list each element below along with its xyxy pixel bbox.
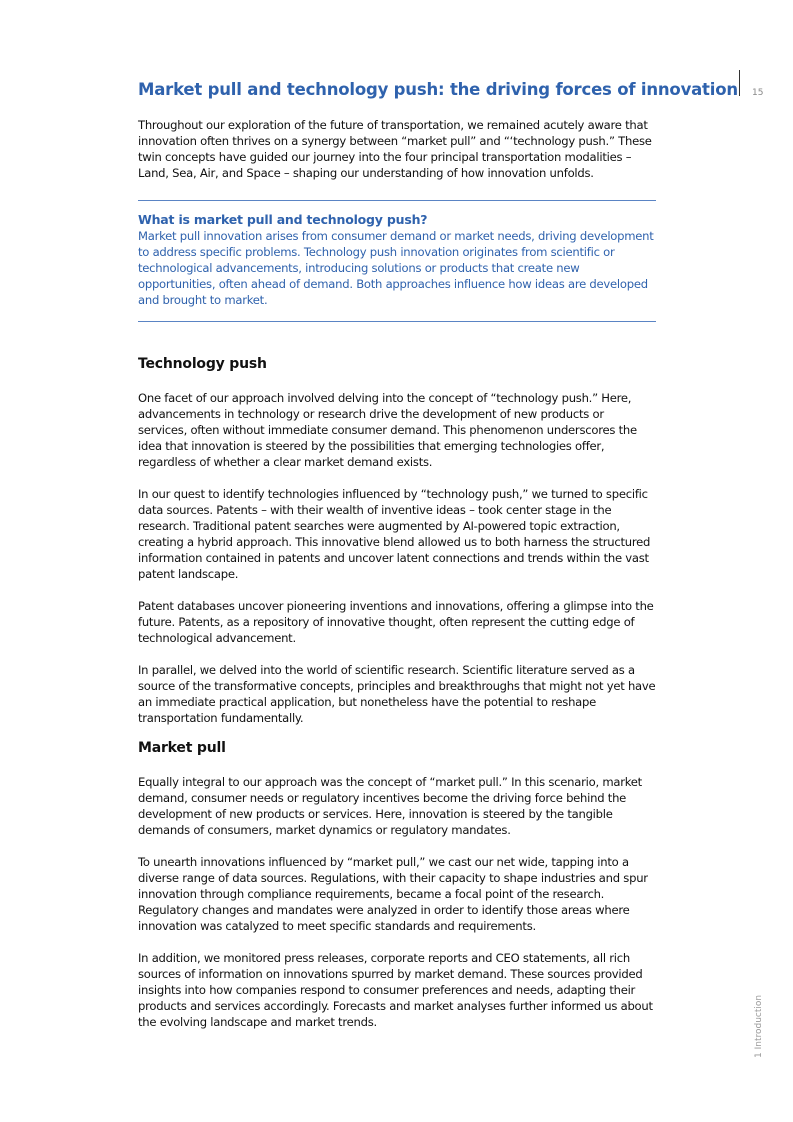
market-pull-paragraph: In addition, we monitored press releases, corporate reports and CEO statements, all rich sources of information on innovations spurred by market demand. These sources provided insights into how companies respond to consumer preferences and needs, adapting their products and services accordingly. Forecasts and market analyses further informed us about the evolving landscape and market trends. [138, 951, 653, 1029]
callout-text: Market pull innovation arises from consumer demand or market needs, driving development to address specific problems. Technology push innovation originates from scientific or technological advancements, introducing solutions or products that create new opportunities, often ahead of demand. Both approaches influence how ideas are developed and brought to market. [138, 229, 654, 307]
callout-heading: What is market pull and technology push? [138, 212, 428, 227]
market-pull-paragraph: Equally integral to our approach was the concept of “market pull.” In this scenario, market demand, consumer needs or regulatory incentives become the driving force behind the development of new products or services. Here, innovation is steered by the tangible demands of consumers, market dynamics or regulatory mandates. [138, 775, 642, 837]
section-heading-technology-push: Technology push [138, 356, 267, 372]
chapter-side-label: 1 Introduction [754, 994, 764, 1058]
page-title: Market pull and technology push: the driving forces of innovation [138, 80, 738, 99]
page-number-divider [739, 70, 740, 96]
section-heading-market-pull: Market pull [138, 740, 226, 756]
market-pull-paragraph: To unearth innovations influenced by “market pull,” we cast our net wide, tapping into a diverse range of data sources. Regulations, with their capacity to shape industries and spur innovation through compliance requirements, became a focal point of the research. Regulatory changes and mandates were analyzed in order to identify those areas where innovation was catalyzed to meet specific standards and requirements. [138, 855, 648, 933]
technology-push-paragraph: In parallel, we delved into the world of scientific research. Scientific literature served as a source of the transformative concepts, principles and breakthroughs that might not yet have an immediate practical application, but nonetheless have the potential to reshape transportation fundamentally. [138, 663, 656, 725]
intro-paragraph: Throughout our exploration of the future of transportation, we remained acutely aware that innovation often thrives on a synergy between “market pull” and “‘technology push.” These twin concepts have guided our journey into the four principal transportation modalities – Land, Sea, Air, and Space – shaping our understanding of how innovation unfolds. [138, 118, 652, 180]
main-content [138, 80, 738, 1030]
page-number: 15 [752, 88, 764, 98]
definition-callout [138, 200, 656, 322]
technology-push-paragraph: Patent databases uncover pioneering inventions and innovations, offering a glimpse into the future. Patents, as a repository of innovative thought, often represent the cutting edge of technological advancement. [138, 599, 654, 645]
technology-push-paragraph: In our quest to identify technologies influenced by “technology push,” we turned to specific data sources. Patents – with their wealth of inventive ideas – took center stage in the research. Traditional patent searches were augmented by AI-powered topic extraction, creating a hybrid approach. This innovative blend allowed us to both harness the structured information contained in patents and uncover latent connections and trends within the vast patent landscape. [138, 487, 651, 581]
technology-push-paragraph: One facet of our approach involved delving into the concept of “technology push.” Here, advancements in technology or research drive the development of new products or services, often without immediate consumer demand. This phenomenon underscores the idea that innovation is steered by the possibilities that emerging technologies offer, regardless of whether a clear market demand exists. [138, 391, 637, 469]
